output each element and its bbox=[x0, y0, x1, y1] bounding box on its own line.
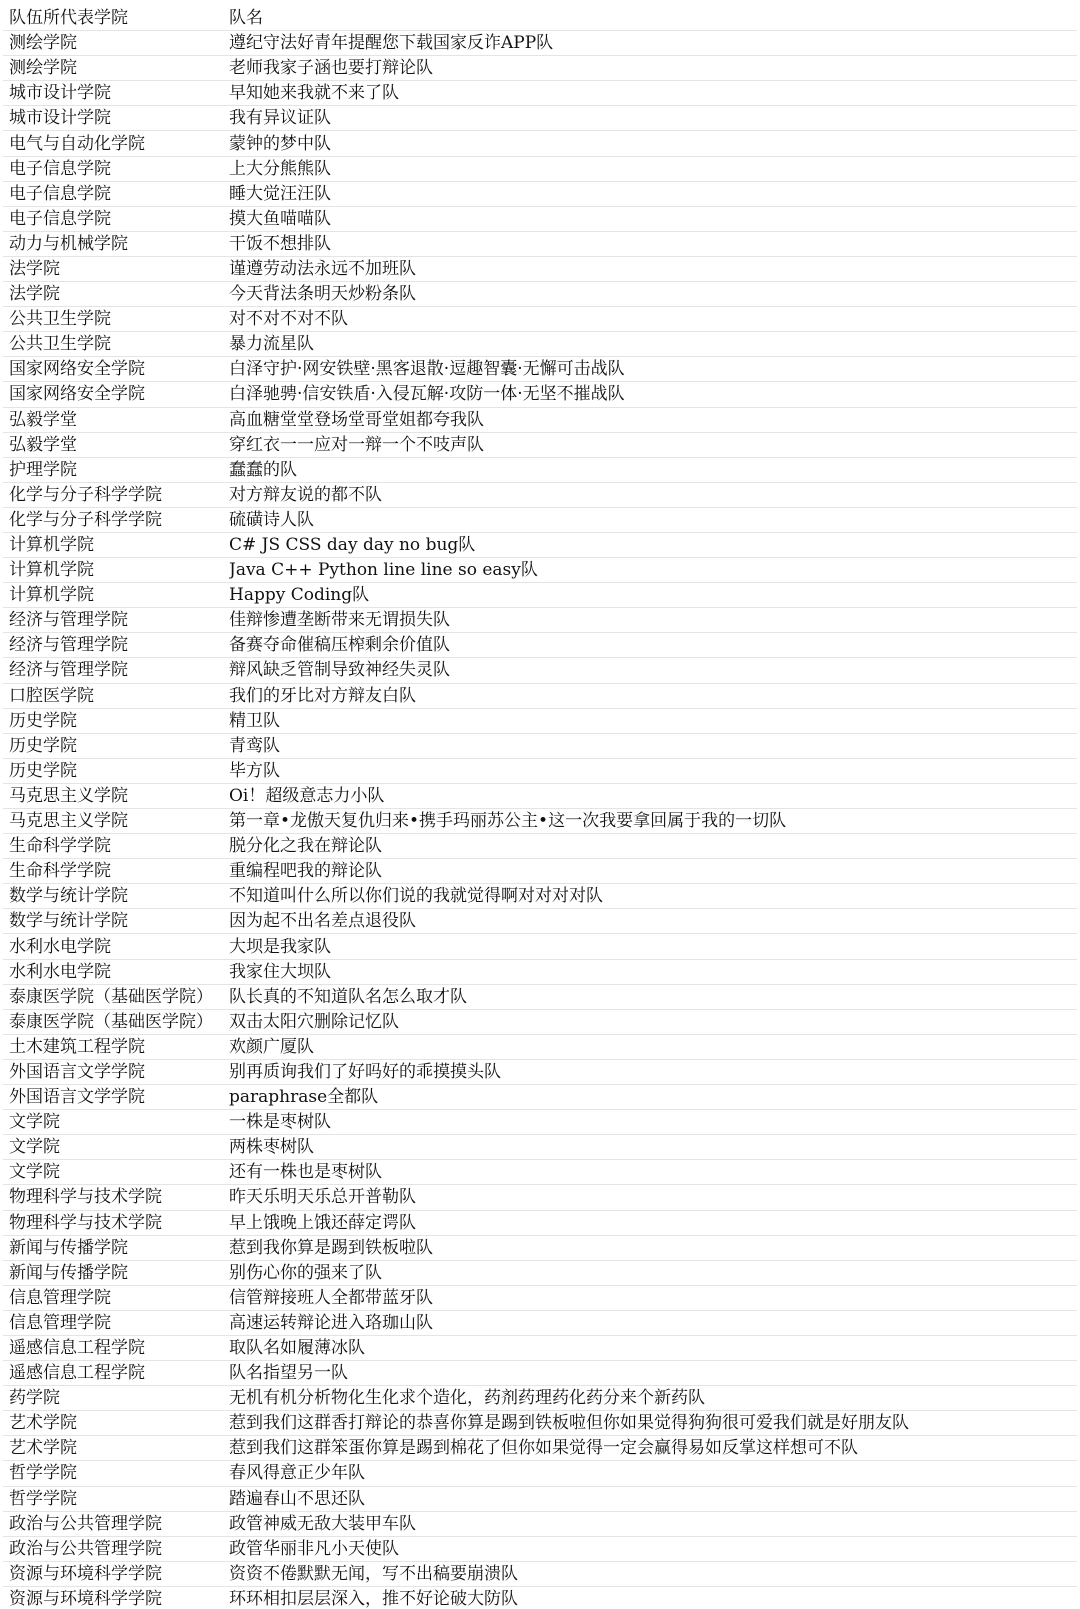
team-name-cell[interactable]: 穿红衣一一应对一辩一个不吱声队 bbox=[229, 434, 484, 455]
college-cell[interactable]: 计算机学院 bbox=[9, 585, 94, 606]
table-row bbox=[3, 1135, 1077, 1160]
table-row bbox=[3, 433, 1077, 458]
table-row bbox=[3, 909, 1077, 934]
team-name-cell[interactable]: 第一章•龙傲天复仇归来•携手玛丽苏公主•这一次我要拿回属于我的一切队 bbox=[229, 811, 787, 832]
table-row bbox=[3, 207, 1077, 232]
table-row bbox=[3, 1587, 1077, 1609]
table-row bbox=[3, 1386, 1077, 1411]
table-row bbox=[3, 1461, 1077, 1486]
college-cell[interactable]: 土木建筑工程学院 bbox=[9, 1036, 145, 1057]
team-name-cell[interactable]: paraphrase全都队 bbox=[229, 1087, 379, 1108]
table-row bbox=[3, 1487, 1077, 1512]
table-row bbox=[3, 1336, 1077, 1361]
table-row bbox=[3, 884, 1077, 909]
team-name-cell[interactable]: 佳辩惨遭垄断带来无谓损失队 bbox=[229, 610, 450, 631]
college-cell[interactable]: 资源与环境科学学院 bbox=[9, 1563, 162, 1584]
table-row bbox=[3, 1537, 1077, 1562]
team-name-cell[interactable]: 早知她来我就不来了队 bbox=[229, 83, 399, 104]
college-cell[interactable]: 生命科学学院 bbox=[9, 861, 111, 882]
team-table bbox=[3, 6, 1077, 1609]
college-cell[interactable]: 资源与环境科学学院 bbox=[9, 1588, 162, 1609]
team-name-cell[interactable]: 毕方队 bbox=[229, 760, 280, 781]
table-row bbox=[3, 257, 1077, 282]
table-row bbox=[3, 1286, 1077, 1311]
table-row bbox=[3, 1236, 1077, 1261]
college-cell[interactable]: 公共卫生学院 bbox=[9, 334, 111, 355]
table-row bbox=[3, 934, 1077, 959]
college-cell[interactable]: 数学与统计学院 bbox=[9, 911, 128, 932]
team-name-cell[interactable]: 蒙钟的梦中队 bbox=[229, 133, 331, 154]
table-row bbox=[3, 1512, 1077, 1537]
table-header-row bbox=[3, 6, 1077, 31]
team-name-cell[interactable]: 惹到我们这群香打辩论的恭喜你算是踢到铁板啦但你如果觉得狗狗很可爱我们就是好朋友队 bbox=[229, 1413, 909, 1434]
college-cell[interactable]: 经济与管理学院 bbox=[9, 635, 128, 656]
team-name-cell[interactable]: 摸大鱼喵喵队 bbox=[229, 208, 331, 229]
team-name-cell[interactable]: 昨天乐明天乐总开普勒队 bbox=[229, 1187, 416, 1208]
table-row bbox=[3, 1411, 1077, 1436]
table-row bbox=[3, 1160, 1077, 1185]
table-row bbox=[3, 106, 1077, 131]
team-name-cell[interactable]: 蠢蠢的队 bbox=[229, 459, 297, 480]
college-cell[interactable]: 药学院 bbox=[9, 1388, 60, 1409]
table-row bbox=[3, 81, 1077, 106]
table-row bbox=[3, 1562, 1077, 1587]
team-name-cell[interactable]: Oi！超级意志力小队 bbox=[229, 785, 385, 806]
college-cell[interactable]: 物理科学与技术学院 bbox=[9, 1187, 162, 1208]
team-name-cell[interactable]: C# JS CSS day day no bug队 bbox=[229, 535, 476, 556]
team-name-cell[interactable]: 环环相扣层层深入，推不好论破大防队 bbox=[229, 1588, 518, 1609]
college-cell[interactable]: 哲学学院 bbox=[9, 1488, 77, 1509]
table-row bbox=[3, 1436, 1077, 1461]
team-name-cell[interactable]: 白泽守护·网安铁壁·黑客退散·逗趣智囊·无懈可击战队 bbox=[229, 359, 625, 380]
table-row bbox=[3, 1211, 1077, 1236]
team-name-cell[interactable]: 大坝是我家队 bbox=[229, 936, 331, 957]
table-row bbox=[3, 1035, 1077, 1060]
team-name-cell[interactable]: 惹到我们这群笨蛋你算是踢到棉花了但你如果觉得一定会赢得易如反掌这样想可不队 bbox=[229, 1438, 858, 1459]
college-cell[interactable]: 水利水电学院 bbox=[9, 936, 111, 957]
college-cell[interactable]: 马克思主义学院 bbox=[9, 785, 128, 806]
college-cell[interactable]: 马克思主义学院 bbox=[9, 811, 128, 832]
college-cell[interactable]: 信息管理学院 bbox=[9, 1287, 111, 1308]
team-name-cell[interactable]: 春风得意正少年队 bbox=[229, 1463, 365, 1484]
college-cell[interactable]: 经济与管理学院 bbox=[9, 610, 128, 631]
table-row bbox=[3, 633, 1077, 658]
college-cell[interactable]: 弘毅学堂 bbox=[9, 409, 77, 430]
college-cell[interactable]: 公共卫生学院 bbox=[9, 309, 111, 330]
team-name-cell[interactable]: 踏遍春山不思还队 bbox=[229, 1488, 365, 1509]
college-cell[interactable]: 电子信息学院 bbox=[9, 158, 111, 179]
college-cell[interactable]: 艺术学院 bbox=[9, 1438, 77, 1459]
college-cell[interactable]: 法学院 bbox=[9, 284, 60, 305]
table-row bbox=[3, 759, 1077, 784]
table-row bbox=[3, 1185, 1077, 1210]
team-name-cell[interactable]: 政管华丽非凡小天使队 bbox=[229, 1538, 399, 1559]
table-row bbox=[3, 131, 1077, 156]
team-name-cell[interactable]: 还有一株也是枣树队 bbox=[229, 1162, 382, 1183]
college-cell[interactable]: 口腔医学院 bbox=[9, 685, 94, 706]
team-name-cell[interactable]: 硫磺诗人队 bbox=[229, 509, 314, 530]
team-name-cell[interactable]: 双击太阳穴删除记忆队 bbox=[229, 1011, 399, 1032]
table-row bbox=[3, 960, 1077, 985]
team-name-cell[interactable]: 今天背法条明天炒粉条队 bbox=[229, 284, 416, 305]
table-row bbox=[3, 1361, 1077, 1386]
table-row bbox=[3, 859, 1077, 884]
college-cell[interactable]: 经济与管理学院 bbox=[9, 660, 128, 681]
college-cell[interactable]: 历史学院 bbox=[9, 710, 77, 731]
college-cell[interactable]: 计算机学院 bbox=[9, 560, 94, 581]
team-name-cell[interactable]: 辩风缺乏管制导致神经失灵队 bbox=[229, 660, 450, 681]
team-name-cell[interactable]: 我家住大坝队 bbox=[229, 961, 331, 982]
table-row bbox=[3, 558, 1077, 583]
header-college[interactable]: 队伍所代表学院 bbox=[9, 8, 128, 29]
college-cell[interactable]: 政治与公共管理学院 bbox=[9, 1513, 162, 1534]
table-row bbox=[3, 809, 1077, 834]
team-name-cell[interactable]: 高血糖堂堂登场堂哥堂姐都夸我队 bbox=[229, 409, 484, 430]
team-name-cell[interactable]: 队名指望另一队 bbox=[229, 1363, 348, 1384]
team-name-cell[interactable]: 干饭不想排队 bbox=[229, 233, 331, 254]
college-cell[interactable]: 测绘学院 bbox=[9, 58, 77, 79]
table-row bbox=[3, 357, 1077, 382]
table-row bbox=[3, 56, 1077, 81]
team-name-cell[interactable]: 暴力流星队 bbox=[229, 334, 314, 355]
table-row bbox=[3, 232, 1077, 257]
team-name-cell[interactable]: 青鸾队 bbox=[229, 735, 280, 756]
team-name-cell[interactable]: 脱分化之我在辩论队 bbox=[229, 836, 382, 857]
table-row bbox=[3, 784, 1077, 809]
team-name-cell[interactable]: 队长真的不知道队名怎么取才队 bbox=[229, 986, 467, 1007]
table-row bbox=[3, 658, 1077, 683]
college-cell[interactable]: 信息管理学院 bbox=[9, 1312, 111, 1333]
college-cell[interactable]: 哲学学院 bbox=[9, 1463, 77, 1484]
team-name-cell[interactable]: 精卫队 bbox=[229, 710, 280, 731]
college-cell[interactable]: 物理科学与技术学院 bbox=[9, 1212, 162, 1233]
team-name-cell[interactable]: 重编程吧我的辩论队 bbox=[229, 861, 382, 882]
team-name-cell[interactable]: 惹到我你算是踢到铁板啦队 bbox=[229, 1237, 433, 1258]
team-name-cell[interactable]: 白泽驰骋·信安铁盾·入侵瓦解·攻防一体·无坚不摧战队 bbox=[229, 384, 625, 405]
college-cell[interactable]: 遥感信息工程学院 bbox=[9, 1338, 145, 1359]
college-cell[interactable]: 文学院 bbox=[9, 1162, 60, 1183]
college-cell[interactable]: 历史学院 bbox=[9, 735, 77, 756]
table-row bbox=[3, 408, 1077, 433]
table-row bbox=[3, 834, 1077, 859]
college-cell[interactable]: 数学与统计学院 bbox=[9, 886, 128, 907]
team-name-cell[interactable]: 政管神威无敌大装甲车队 bbox=[229, 1513, 416, 1534]
team-name-cell[interactable]: 别伤心你的强来了队 bbox=[229, 1262, 382, 1283]
college-cell[interactable]: 电气与自动化学院 bbox=[9, 133, 145, 154]
college-cell[interactable]: 新闻与传播学院 bbox=[9, 1262, 128, 1283]
college-cell[interactable]: 国家网络安全学院 bbox=[9, 359, 145, 380]
team-name-cell[interactable]: 老师我家子涵也要打辩论队 bbox=[229, 58, 433, 79]
table-row bbox=[3, 508, 1077, 533]
table-row bbox=[3, 31, 1077, 56]
college-cell[interactable]: 外国语言文学学院 bbox=[9, 1087, 145, 1108]
college-cell[interactable]: 国家网络安全学院 bbox=[9, 384, 145, 405]
team-name-cell[interactable]: 不知道叫什么所以你们说的我就觉得啊对对对对队 bbox=[229, 886, 603, 907]
college-cell[interactable]: 外国语言文学学院 bbox=[9, 1061, 145, 1082]
college-cell[interactable]: 文学院 bbox=[9, 1137, 60, 1158]
college-cell[interactable]: 电子信息学院 bbox=[9, 183, 111, 204]
college-cell[interactable]: 城市设计学院 bbox=[9, 108, 111, 129]
college-cell[interactable]: 泰康医学院（基础医学院） bbox=[9, 1011, 213, 1032]
table-row bbox=[3, 458, 1077, 483]
team-name-cell[interactable]: 欢颜广厦队 bbox=[229, 1036, 314, 1057]
college-cell[interactable]: 化学与分子科学学院 bbox=[9, 484, 162, 505]
table-row bbox=[3, 608, 1077, 633]
college-cell[interactable]: 化学与分子科学学院 bbox=[9, 509, 162, 530]
table-row bbox=[3, 282, 1077, 307]
team-name-cell[interactable]: 遵纪守法好青年提醒您下载国家反诈APP队 bbox=[229, 33, 554, 54]
team-name-cell[interactable]: 因为起不出名差点退役队 bbox=[229, 911, 416, 932]
team-name-cell[interactable]: Java C++ Python line line so easy队 bbox=[229, 560, 538, 581]
team-name-cell[interactable]: 早上饿晚上饿还薛定谔队 bbox=[229, 1212, 416, 1233]
college-cell[interactable]: 电子信息学院 bbox=[9, 208, 111, 229]
college-cell[interactable]: 历史学院 bbox=[9, 760, 77, 781]
team-name-cell[interactable]: 我们的牙比对方辩友白队 bbox=[229, 685, 416, 706]
header-team-name[interactable]: 队名 bbox=[229, 8, 263, 29]
table-row bbox=[3, 709, 1077, 734]
college-cell[interactable]: 动力与机械学院 bbox=[9, 233, 128, 254]
team-name-cell[interactable]: 备赛夺命催稿压榨剩余价值队 bbox=[229, 635, 450, 656]
college-cell[interactable]: 水利水电学院 bbox=[9, 961, 111, 982]
team-name-cell[interactable]: 别再质询我们了好吗好的乖摸摸头队 bbox=[229, 1061, 501, 1082]
college-cell[interactable]: 测绘学院 bbox=[9, 33, 77, 54]
team-name-cell[interactable]: 睡大觉汪汪队 bbox=[229, 183, 331, 204]
college-cell[interactable]: 遥感信息工程学院 bbox=[9, 1363, 145, 1384]
table-row bbox=[3, 332, 1077, 357]
team-name-cell[interactable]: 信管辩接班人全都带蓝牙队 bbox=[229, 1287, 433, 1308]
table-row bbox=[3, 533, 1077, 558]
college-cell[interactable]: 政治与公共管理学院 bbox=[9, 1538, 162, 1559]
college-cell[interactable]: 文学院 bbox=[9, 1112, 60, 1133]
table-row bbox=[3, 583, 1077, 608]
table-row bbox=[3, 1110, 1077, 1135]
table-row bbox=[3, 307, 1077, 332]
table-row bbox=[3, 1060, 1077, 1085]
table-row bbox=[3, 1010, 1077, 1035]
table-row bbox=[3, 382, 1077, 407]
college-cell[interactable]: 生命科学学院 bbox=[9, 836, 111, 857]
college-cell[interactable]: 城市设计学院 bbox=[9, 83, 111, 104]
team-name-cell[interactable]: 对不对不对不队 bbox=[229, 309, 348, 330]
table-row bbox=[3, 684, 1077, 709]
table-row bbox=[3, 1085, 1077, 1110]
team-name-cell[interactable]: 我有异议证队 bbox=[229, 108, 331, 129]
college-cell[interactable]: 计算机学院 bbox=[9, 535, 94, 556]
college-cell[interactable]: 泰康医学院（基础医学院） bbox=[9, 986, 213, 1007]
team-name-cell[interactable]: 两株枣树队 bbox=[229, 1137, 314, 1158]
table-row bbox=[3, 483, 1077, 508]
team-name-cell[interactable]: 资资不倦默默无闻，写不出稿要崩溃队 bbox=[229, 1563, 518, 1584]
table-row bbox=[3, 985, 1077, 1010]
college-cell[interactable]: 新闻与传播学院 bbox=[9, 1237, 128, 1258]
team-name-cell[interactable]: 无机有机分析物化生化求个造化，药剂药理药化药分来个新药队 bbox=[229, 1388, 705, 1409]
college-cell[interactable]: 艺术学院 bbox=[9, 1413, 77, 1434]
table-row bbox=[3, 1311, 1077, 1336]
table-row bbox=[3, 734, 1077, 759]
table-row bbox=[3, 157, 1077, 182]
table-row bbox=[3, 1261, 1077, 1286]
team-name-cell[interactable]: 高速运转辩论进入珞珈山队 bbox=[229, 1312, 433, 1333]
team-name-cell[interactable]: 上大分熊熊队 bbox=[229, 158, 331, 179]
team-name-cell[interactable]: 一株是枣树队 bbox=[229, 1112, 331, 1133]
college-cell[interactable]: 法学院 bbox=[9, 258, 60, 279]
college-cell[interactable]: 弘毅学堂 bbox=[9, 434, 77, 455]
team-name-cell[interactable]: 取队名如履薄冰队 bbox=[229, 1338, 365, 1359]
team-name-cell[interactable]: 谨遵劳动法永远不加班队 bbox=[229, 258, 416, 279]
college-cell[interactable]: 护理学院 bbox=[9, 459, 77, 480]
team-name-cell[interactable]: Happy Coding队 bbox=[229, 585, 370, 606]
team-name-cell[interactable]: 对方辩友说的都不队 bbox=[229, 484, 382, 505]
table-row bbox=[3, 182, 1077, 207]
